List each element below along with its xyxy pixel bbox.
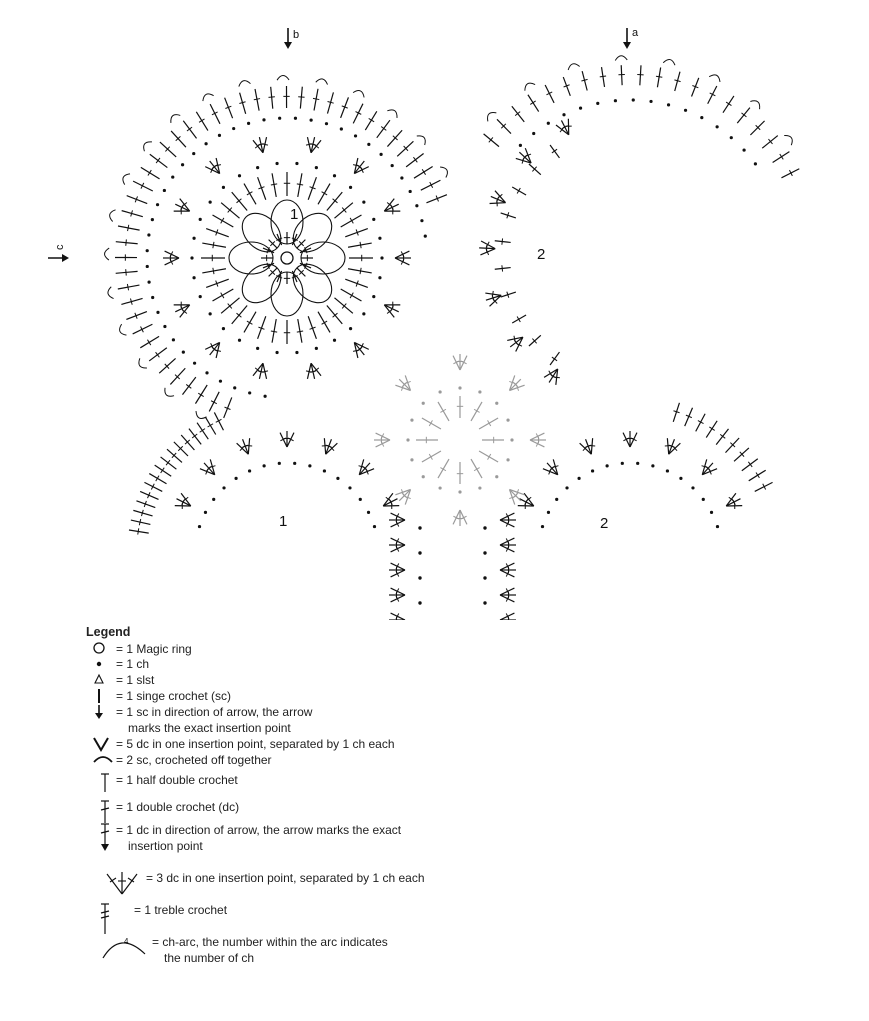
legend-item-text-continued: marks the exact insertion point (128, 721, 291, 735)
legend-item-text: = 1 slst (116, 673, 155, 687)
arrow-c-icon (48, 254, 69, 262)
arrow-a-icon (623, 28, 631, 49)
motif-number-2-bottom: 2 (600, 515, 609, 532)
legend-item-text: = 1 dc in direction of arrow, the arrow marks the exact (116, 823, 402, 837)
half-double-crochet-icon (98, 772, 112, 798)
legend (86, 625, 646, 641)
svg-text:4: 4 (124, 937, 129, 946)
ch-arc-icon (100, 934, 148, 964)
legend-item-text: = 1 Magic ring (116, 642, 192, 656)
legend-item-text: = 5 dc in one insertion point, separated by 1 ch each (116, 737, 395, 751)
dc-arrow-icon (98, 822, 112, 856)
motif-number-1-top: 1 (290, 206, 299, 223)
arrow-b-icon (284, 28, 292, 49)
legend-item-text: = 1 half double crochet (116, 773, 238, 787)
arrow-a-label: a (632, 27, 639, 39)
arrow-c-label: c (54, 244, 66, 250)
legend-item-text: = 1 ch (116, 657, 150, 671)
legend-item-text: = 1 double crochet (dc) (116, 800, 240, 814)
legend-item-text: = 1 singe crochet (sc) (116, 689, 232, 703)
arrow-b-label: b (293, 29, 300, 41)
legend-item-text: = 2 sc, crocheted off together (116, 753, 272, 767)
legend-item-text-continued: insertion point (128, 839, 203, 853)
legend-item-text-continued: the number of ch (164, 951, 255, 965)
motif-number-2-right: 2 (537, 246, 546, 263)
legend-item-text: = 1 treble crochet (134, 903, 228, 917)
sc-arrow-icon (92, 704, 106, 724)
legend-item-text: = ch-arc, the number within the arc indicates (152, 935, 388, 949)
legend-item-text: = 3 dc in one insertion point, separated by 1 ch each (146, 871, 425, 885)
legend-item-text: = 1 sc in direction of arrow, the arrow (116, 705, 313, 719)
legend-title: Legend (86, 625, 131, 639)
three-dc-group-icon (102, 870, 142, 900)
motif-number-1-bottom: 1 (279, 513, 288, 530)
motif-layer (104, 55, 799, 620)
sc2tog-icon (92, 752, 114, 768)
